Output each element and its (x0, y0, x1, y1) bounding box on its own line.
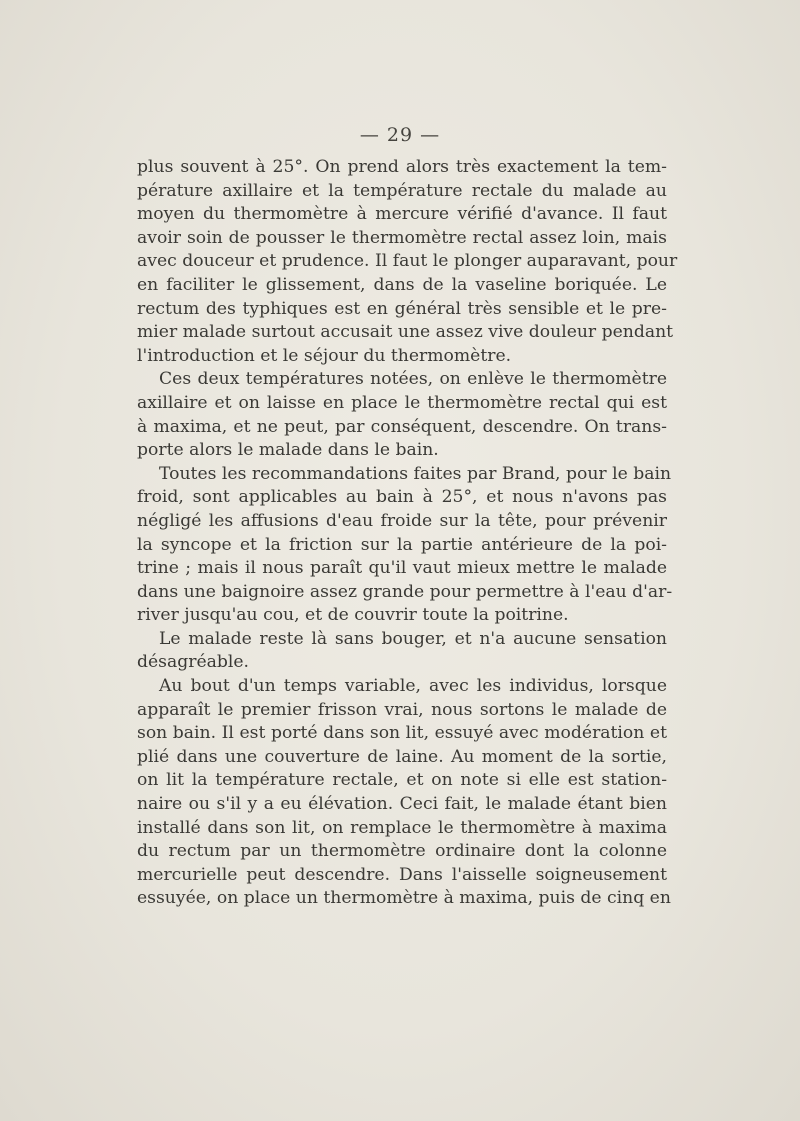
text-line: on lit la température rectale, et on note si elle est station- (137, 770, 667, 791)
text-line: apparaît le premier frisson vrai, nous sortons le malade de (137, 699, 667, 720)
text-line: froid, sont applicables au bain à 25°, et nous n'avons pas (137, 487, 667, 508)
text-line: en faciliter le glissement, dans de la vaseline boriquée. Le (137, 274, 667, 295)
text-line: plié dans une couverture de laine. Au moment de la sortie, (137, 746, 667, 767)
text-line: Le malade reste là sans bouger, et n'a aucune sensation (159, 628, 667, 649)
text-line: porte alors le malade dans le bain. (137, 440, 439, 461)
text-line: désagréable. (137, 652, 250, 673)
text-line: la syncope et la friction sur la partie antérieure de la poi- (137, 534, 667, 555)
text-line: Au bout d'un temps variable, avec les individus, lorsque (159, 676, 667, 697)
text-line: avec douceur et prudence. Il faut le plonger auparavant, pour (137, 251, 678, 272)
page-number: — 29 — (359, 124, 441, 146)
text-line: trine ; mais il nous paraît qu'il vaut mieux mettre le malade (137, 558, 667, 579)
text-line: Ces deux températures notées, on enlève le thermomètre (159, 369, 667, 390)
body-text (137, 156, 678, 911)
text-line: à maxima, et ne peut, par conséquent, descendre. On trans- (137, 416, 667, 437)
text-line: plus souvent à 25°. On prend alors très exactement la tem- (137, 157, 667, 177)
text-line: pérature axillaire et la température rectale du malade au (137, 180, 667, 201)
text-line: installé dans son lit, on remplace le thermomètre à maxima (137, 817, 667, 838)
text-line: son bain. Il est porté dans son lit, essuyé avec modération et (137, 723, 667, 744)
text-line: dans une baignoire assez grande pour permettre à l'eau d'ar- (137, 581, 673, 602)
text-line: mercurielle peut descendre. Dans l'aisselle soigneusement (137, 864, 667, 885)
text-line: essuyée, on place un thermomètre à maxima, puis de cinq en (137, 888, 671, 909)
text-line: axillaire et on laisse en place le thermomètre rectal qui est (137, 392, 667, 413)
text-line: négligé les affusions d'eau froide sur la tête, pour prévenir (137, 510, 667, 531)
text-line: naire ou s'il y a eu élévation. Ceci fait, le malade étant bien (137, 794, 667, 815)
text-line: avoir soin de pousser le thermomètre rectal assez loin, mais (137, 227, 667, 248)
text-line: l'introduction et le séjour du thermomètre. (137, 345, 512, 366)
text-line: moyen du thermomètre à mercure vérifié d'avance. Il faut (137, 204, 667, 225)
text-line: rectum des typhiques est en général très sensible et le pre- (137, 298, 667, 319)
text-line: mier malade surtout accusait une assez vive douleur pendant (137, 322, 674, 343)
text-line: Toutes les recommandations faites par Brand, pour le bain (159, 463, 672, 484)
text-line: du rectum par un thermomètre ordinaire dont la colonne (137, 841, 667, 862)
text-line: river jusqu'au cou, et de couvrir toute la poitrine. (137, 605, 569, 626)
